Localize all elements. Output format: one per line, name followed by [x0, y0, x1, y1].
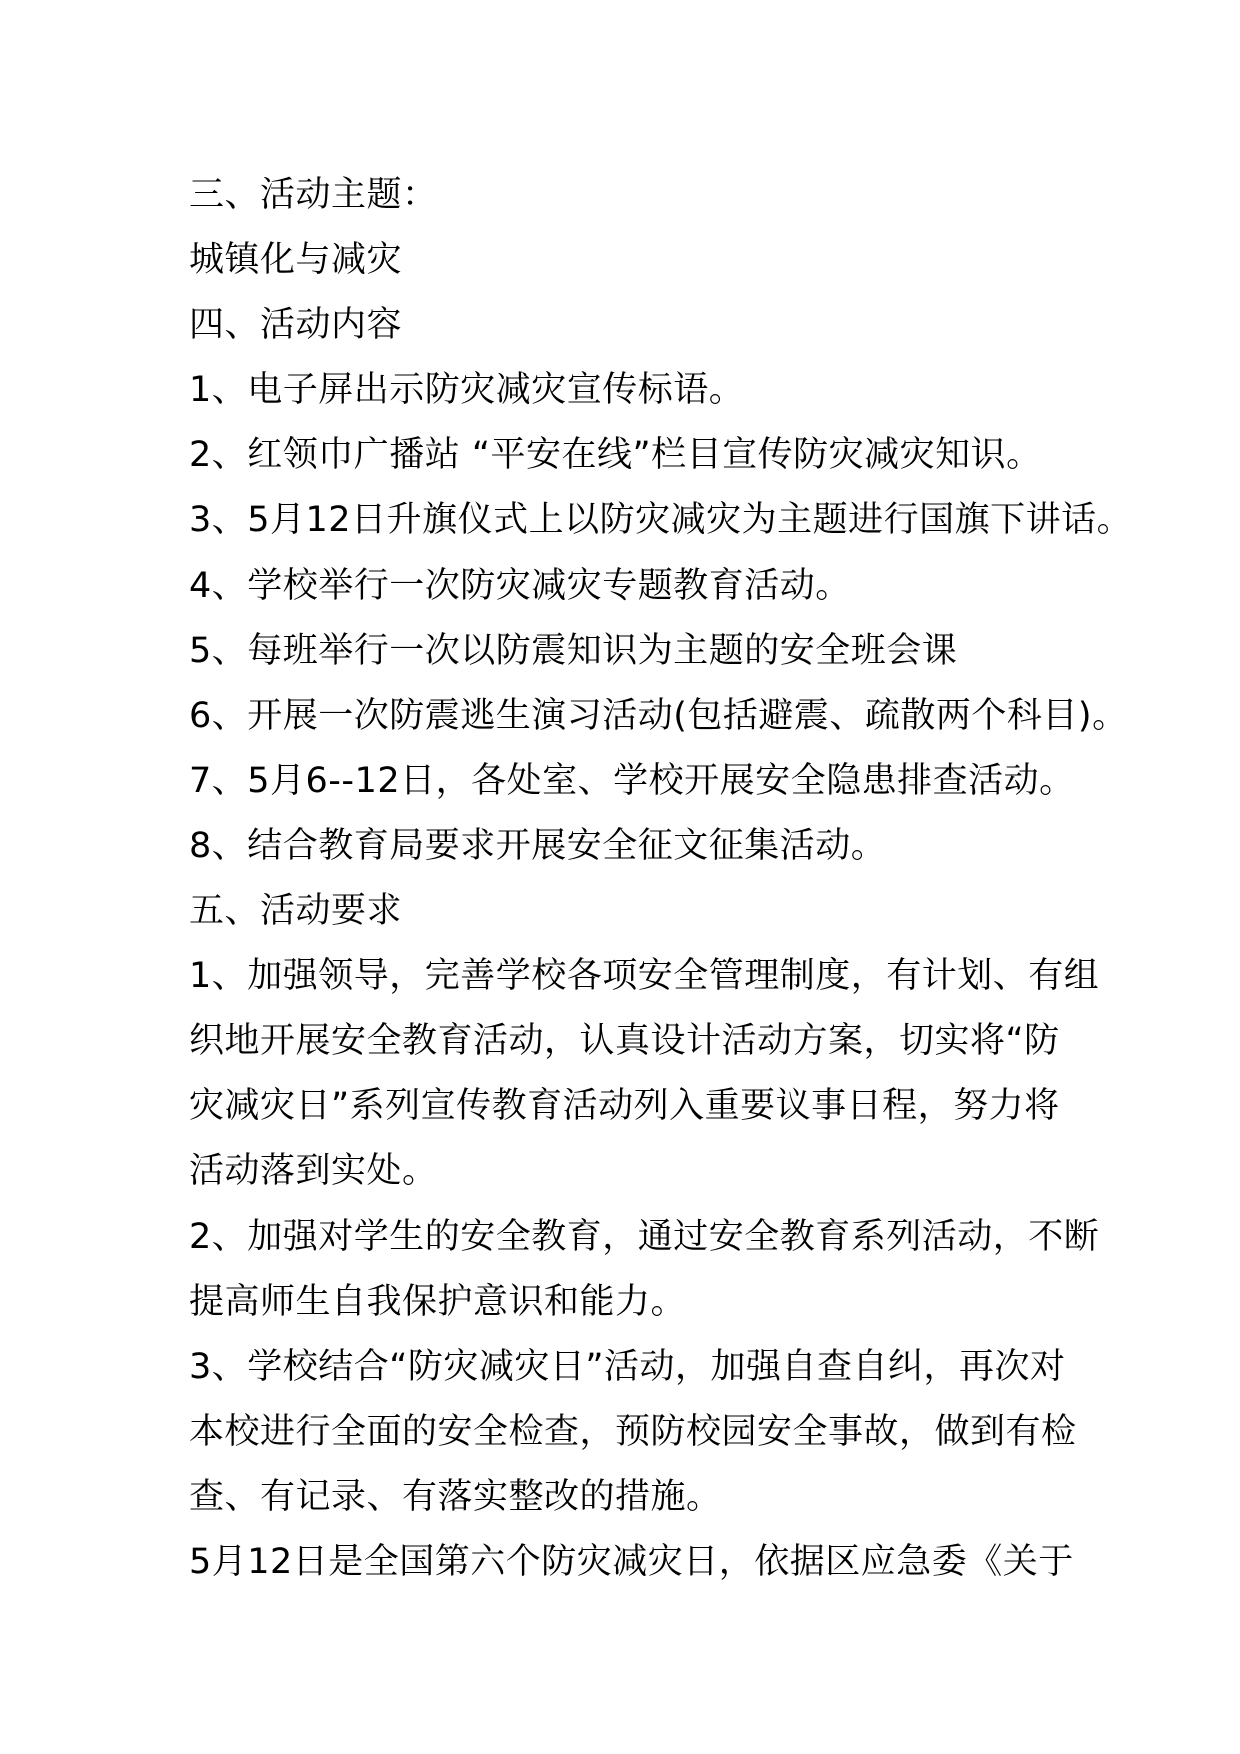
paragraph-line: 3、学校结合“防灾减灾日”活动，加强自查自纠，再次对 — [189, 1346, 1066, 1387]
content-item: 5、每班举行一次以防震知识为主题的安全班会课 — [189, 630, 958, 671]
section-heading-theme: 三、活动主题： — [189, 175, 438, 215]
section-heading-content: 四、活动内容 — [189, 305, 403, 346]
paragraph-line: 织地开展安全教育活动，认真设计活动方案，切实将“防 — [189, 1021, 1060, 1062]
paragraph-line: 2、加强对学生的安全教育，通过安全教育系列活动，不断 — [189, 1216, 1100, 1257]
theme-text: 城镇化与减灾 — [189, 240, 403, 281]
paragraph-line: 灾减灾日”系列宣传教育活动列入重要议事日程，努力将 — [189, 1086, 1060, 1127]
paragraph-line: 5月12日是全国第六个防灾减灾日，依据区应急委《关于 — [189, 1541, 1074, 1582]
content-item: 6、开展一次防震逃生演习活动(包括避震、疏散两个科目)。 — [189, 695, 1128, 736]
content-item: 7、5月6--12日，各处室、学校开展安全隐患排查活动。 — [189, 760, 1075, 801]
content-item: 3、5月12日升旗仪式上以防灾减灾为主题进行国旗下讲话。 — [189, 500, 1133, 541]
paragraph-line: 查、有记录、有落实整改的措施。 — [189, 1476, 722, 1517]
paragraph-line: 活动落到实处。 — [189, 1151, 438, 1192]
content-item: 4、学校举行一次防灾减灾专题教育活动。 — [189, 565, 851, 606]
content-item: 8、结合教育局要求开展安全征文征集活动。 — [189, 825, 887, 866]
content-item: 1、电子屏出示防灾减灾宣传标语。 — [189, 370, 745, 411]
paragraph-line: 本校进行全面的安全检查，预防校园安全事故，做到有检 — [189, 1411, 1077, 1452]
paragraph-line: 提高师生自我保护意识和能力。 — [189, 1281, 687, 1322]
section-heading-requirements: 五、活动要求 — [189, 891, 403, 932]
document-body — [189, 163, 1133, 1595]
content-item: 2、红领巾广播站 “平安在线”栏目宣传防灾减灾知识。 — [189, 435, 1042, 476]
paragraph-line: 1、加强领导，完善学校各项安全管理制度，有计划、有组 — [189, 956, 1100, 997]
